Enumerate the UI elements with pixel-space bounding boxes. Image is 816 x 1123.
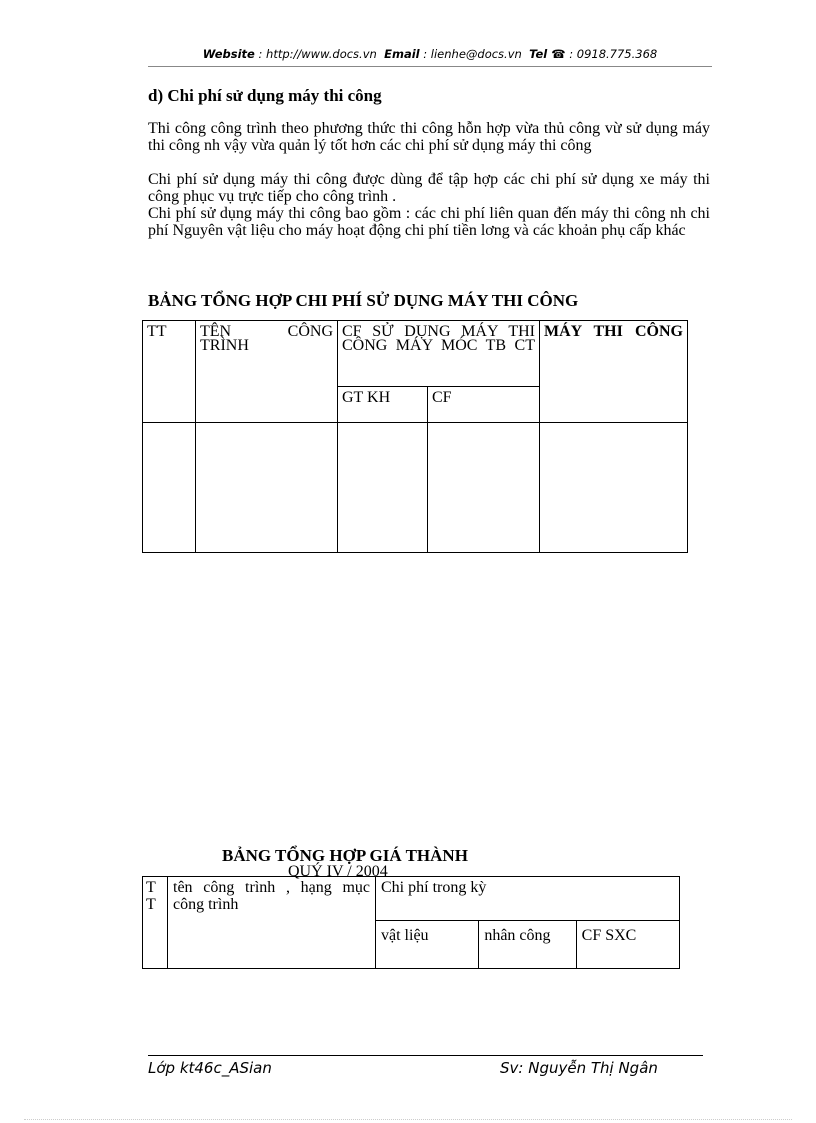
table1-header-may: MÁY THI CÔNG [540,321,688,423]
cost-summary-table [142,876,680,969]
tel-label: Tel ☎ [529,47,566,61]
table1-header-cf: CF SỬ DỤNG MÁY THI CÔNG MÁY MÓC TB CT [338,321,540,387]
table1-cell [196,423,338,553]
tel-value: : 0918.775.368 [569,47,658,61]
table-row [143,423,688,553]
page-bottom-border [24,1119,792,1120]
footer-student: Sv: Nguyễn Thị Ngân [500,1059,658,1077]
table2-header-vatlieu: vật liệu [376,921,479,969]
header-rule [148,66,712,67]
table2-title: BẢNG TỔNG HỢP GIÁ THÀNH [222,846,468,865]
table2-header-nhancong: nhân công [479,921,576,969]
paragraph-1: Thi công công trình theo phương thức thi công hỗn hợp vừa thủ công vừ sử dụng máy thi công nh vậy vừa quản lý tốt hơn các chi phí sử dụng máy thi công [148,120,710,154]
table2-header-chiphi: Chi phí trong kỳ [376,877,680,921]
paragraph-2: Chi phí sử dụng máy thi công được dùng để tập hợp các chi phí sử dụng xe máy thi công phục vụ trực tiếp cho công trình . [148,171,710,205]
website-label: Website [202,47,255,61]
table1-header-cf-sub: CF [428,387,540,423]
table1-cell [428,423,540,553]
footer-rule [148,1055,703,1056]
table2-header-name: tên công trình , hạng mục công trình [168,877,376,969]
page-header [148,47,712,61]
website-value: : http://www.docs.vn [258,47,377,61]
table1-header-name: TÊN CÔNG TRÌNH [196,321,338,423]
table1-header-tt: TT [143,321,196,423]
table1-cell [143,423,196,553]
table2-header-cfsxc: CF SXC [576,921,679,969]
table2-subtitle: QUÝ IV / 2004 [288,863,388,880]
table2-header-tt: T T [143,877,168,969]
email-label: Email [384,47,420,61]
email-value: : lienhe@docs.vn [423,47,522,61]
table1-header-gtkh: GT KH [338,387,428,423]
table1-cell [540,423,688,553]
section-title: d) Chi phí sử dụng máy thi công [148,86,382,105]
footer-class: Lớp kt46c_ASian [148,1059,272,1077]
paragraph-3: Chi phí sử dụng máy thi công bao gồm : các chi phí liên quan đến máy thi công nh chi phí Nguyên vật liệu cho máy hoạt động chi phí tiền lơng và các khoản phụ cấp khác [148,205,710,239]
machine-cost-table [142,320,688,553]
table1-cell [338,423,428,553]
table1-title: BẢNG TỔNG HỢP CHI PHÍ SỬ DỤNG MÁY THI CÔNG [148,291,579,310]
